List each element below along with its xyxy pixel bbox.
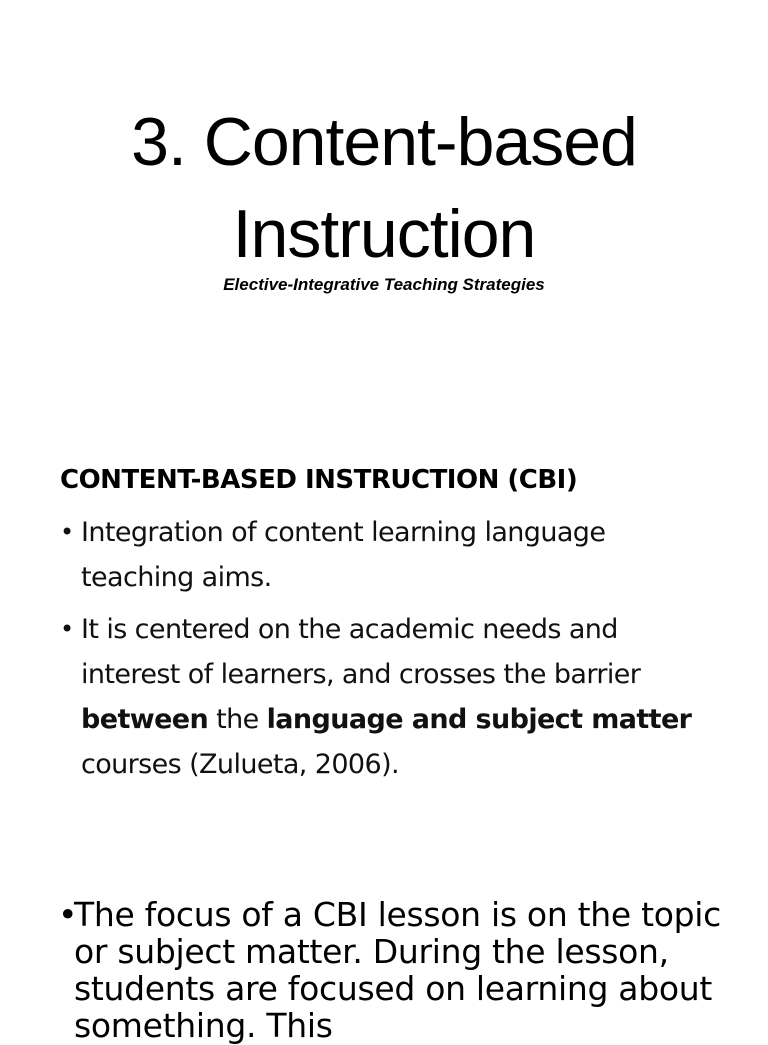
- bullet-text-part: courses (Zulueta, 2006).: [81, 749, 399, 780]
- bullet-item-integration: [60, 510, 720, 600]
- title-line-1: 3. Content-based: [131, 104, 637, 180]
- focus-paragraph: [58, 896, 764, 1044]
- bullet-list: [60, 510, 720, 787]
- focus-text: The focus of a CBI lesson is on the topic or subject matter. During the lesson, students are focused on learning about something. This: [74, 895, 721, 1045]
- bullet-text-part: It is centered on the academic needs and interest of learners, and crosses the barrier: [81, 614, 641, 690]
- bullet-text-part: the: [208, 704, 267, 735]
- bullet-dot: •: [58, 895, 78, 934]
- bullet-dot: •: [60, 615, 74, 643]
- bullet-bold-language-subject: language and subject matter: [266, 704, 692, 735]
- bullet-text: Integration of content learning language teaching aims.: [81, 517, 606, 593]
- bullet-dot: •: [60, 518, 74, 546]
- title-line-2: Instruction: [232, 196, 536, 272]
- bullet-bold-between: between: [81, 704, 209, 735]
- section-heading: CONTENT-BASED INSTRUCTION (CBI): [60, 465, 578, 495]
- slide-title: [0, 96, 768, 280]
- slide-subtitle: Elective-Integrative Teaching Strategies: [223, 275, 545, 294]
- bullet-item-centered: [60, 607, 720, 787]
